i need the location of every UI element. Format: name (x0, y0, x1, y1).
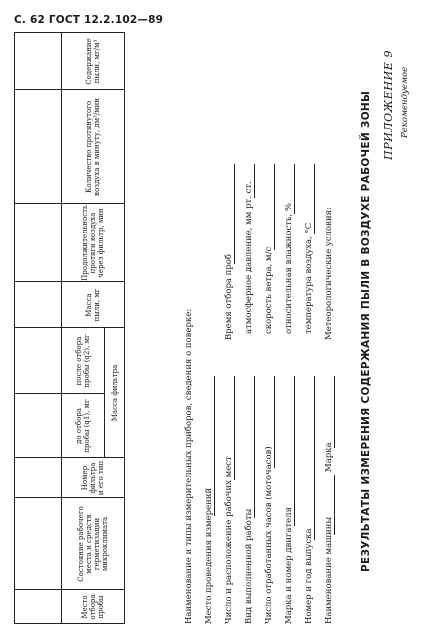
col-workplace-state: Состояние рабочего места и средств герметизации микроклимата (77, 506, 109, 582)
col-divider-3 (14, 457, 125, 458)
col-dust-mass: Масса пыли, мг (85, 288, 101, 322)
meteo-pressure: атмосферное давление, мм рт. ст. (244, 181, 254, 334)
col-mass-after: после отбора пробы (q2), мг (75, 334, 91, 388)
engine-line (294, 376, 295, 526)
col-dust-content: Содержание пыли, мг/м³ (85, 38, 101, 85)
rotated-form (14, 35, 424, 630)
humidity-line (294, 164, 295, 214)
col-divider-4 (14, 393, 105, 394)
col-air-volume: Количество протянутого воздуха в минуту, дм³/мин (85, 98, 101, 196)
field-brand: Марка (324, 442, 334, 472)
col-divider-1 (14, 589, 125, 590)
number-year-line (314, 376, 315, 540)
appendix-title: ПРИЛОЖЕНИЕ 9 (382, 49, 395, 160)
hours-line (274, 376, 275, 468)
temperature-line (314, 164, 315, 234)
meteo-sampling-time: Время отбора проб (224, 253, 234, 340)
meteo-wind: скорость ветра, м/с (264, 246, 274, 334)
appendix-subtitle: Рекомендуемое (400, 66, 410, 138)
col-group-filter-mass: Масса фильтра (111, 364, 119, 422)
col-divider-7 (14, 203, 125, 204)
field-workplaces: Число и расположение рабочих мест (224, 456, 234, 624)
table-bottom-border (14, 32, 15, 624)
col-duration: Продолжительность протяги воздуха через фильтр, мин (81, 205, 105, 281)
machine-name-line (334, 475, 335, 535)
pressure-line (254, 164, 255, 198)
sampling-time-line (234, 164, 235, 264)
measure-place-line (214, 376, 215, 516)
col-divider-8 (14, 89, 125, 90)
page-header: С. 62 ГОСТ 12.2.102—89 (14, 14, 164, 26)
col-filter-number: Номер фильтра и его тип (81, 460, 105, 496)
meteo-temperature: температура воздуха, °С (304, 222, 314, 334)
workplaces-line (234, 376, 235, 480)
field-instruments: Наименование и типы измерительных приборов, сведения о поверке: (184, 308, 194, 624)
field-hours: Число отработанных часов (моточасов) (264, 446, 274, 624)
col-divider-6 (14, 281, 125, 282)
col-divider-0 (14, 623, 125, 624)
field-measure-place: Место проведения измерений (204, 487, 214, 624)
col-divider-5 (14, 327, 125, 328)
meteo-heading: Метеорологические условия: (324, 207, 334, 340)
field-work-type: Вид выполненной работы (244, 508, 254, 624)
brand-line (334, 376, 335, 448)
field-number-year: Номер и год выпуска (304, 528, 314, 624)
meteo-humidity: относительная влажность, % (284, 202, 294, 334)
col-sampling-place: Место отбора пробы (81, 594, 105, 620)
document-title: РЕЗУЛЬТАТЫ ИЗМЕРЕНИЯ СОДЕРЖАНИЯ ПЫЛИ В ВОЗДУХЕ РАБОЧЕЙ ЗОНЫ (360, 90, 372, 572)
wind-line (274, 164, 275, 250)
col-mass-before: до отбора пробы (q1), мг (75, 399, 91, 453)
col-divider-2 (14, 497, 125, 498)
field-machine-name: Наименование машины (324, 516, 334, 624)
field-engine: Марка и номер двигателя (284, 507, 294, 624)
work-type-line (254, 376, 255, 518)
table-top-border (124, 32, 125, 624)
col-divider-9 (14, 32, 125, 33)
